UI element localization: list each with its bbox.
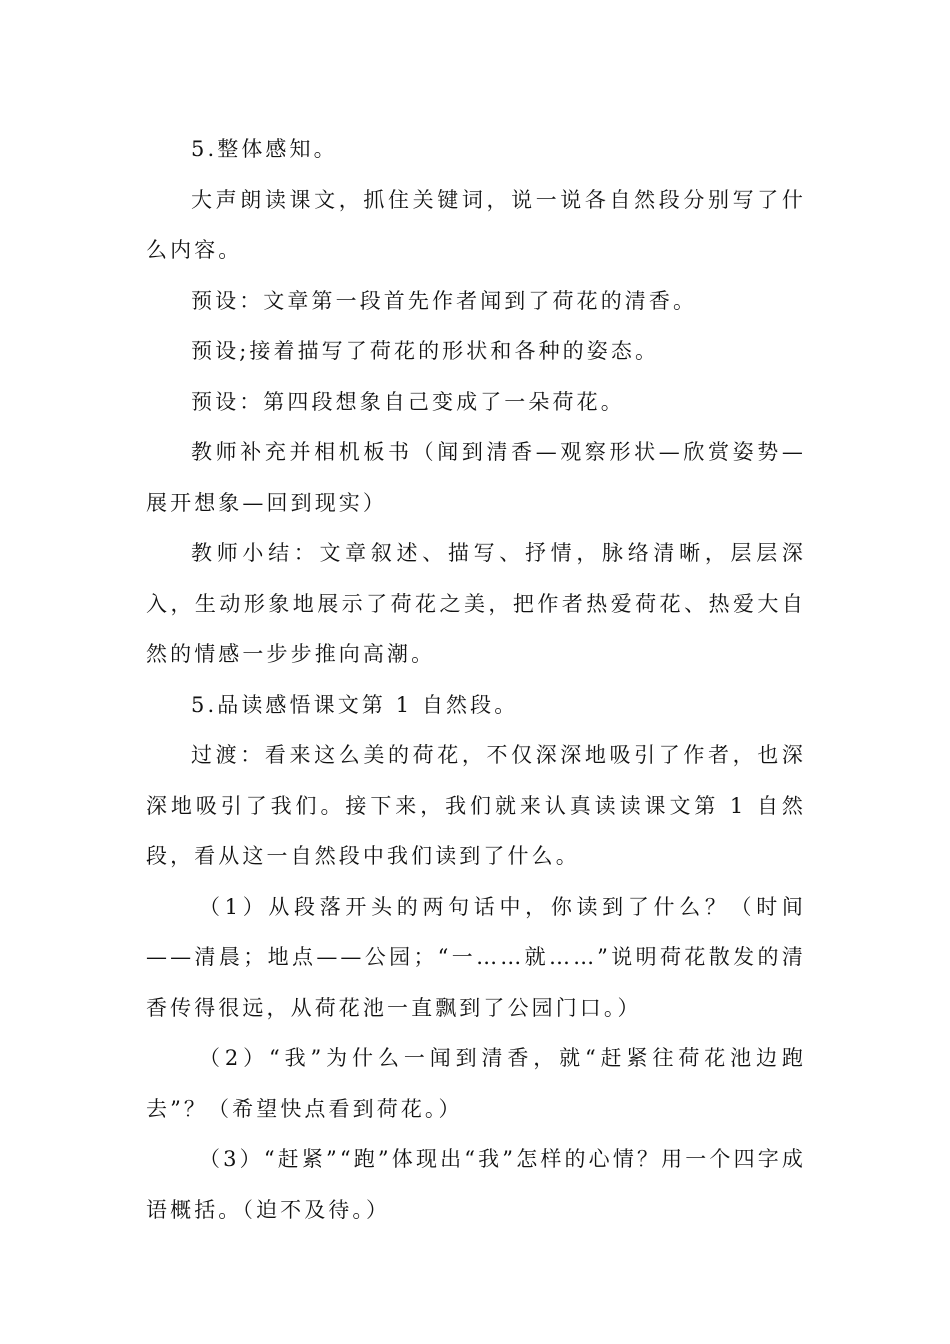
question-paragraph: （1）从段落开头的两句话中，你读到了什么？（时间——清晨；地点——公园；“一……就……”说明荷花散发的清香传得很远，从荷花池一直飘到了公园门口。） [146, 894, 806, 1020]
question-paragraph: （2）“我”为什么一闻到清香，就“赶紧往荷花池边跑去”？（希望快点看到荷花。） [146, 1046, 806, 1121]
section-heading-overview: 5.整体感知。 [191, 137, 338, 161]
preset-answer: 预设：文章第一段首先作者闻到了荷花的清香。 [191, 288, 698, 313]
document-body [146, 124, 806, 1235]
transition-paragraph: 过渡：看来这么美的荷花，不仅深深地吸引了作者，也深深地吸引了我们。接下来，我们就来认真读读课文第 1 自然段，看从这一自然段中我们读到了什么。 [146, 743, 806, 868]
teacher-blackboard-paragraph: 教师补充并相机板书（闻到清香—观察形状—欣赏姿势—展开想象—回到现实） [146, 440, 806, 515]
preset-answer: 预设;接着描写了荷花的形状和各种的姿态。 [191, 339, 660, 363]
question-paragraph: （3）“赶紧”“跑”体现出“我”怎样的心情？用一个四字成语概括。（迫不及待。） [146, 1147, 806, 1222]
task-paragraph: 大声朗读课文，抓住关键词，说一说各自然段分别写了什么内容。 [146, 187, 806, 262]
teacher-summary-paragraph: 教师小结：文章叙述、描写、抒情，脉络清晰，层层深入，生动形象地展示了荷花之美，把作者热爱荷花、热爱大自然的情感一步步推向高潮。 [146, 541, 806, 666]
preset-answer: 预设：第四段想象自己变成了一朵荷花。 [191, 389, 625, 414]
section-heading-paragraph-1: 5.品读感悟课文第 1 自然段。 [191, 692, 519, 717]
